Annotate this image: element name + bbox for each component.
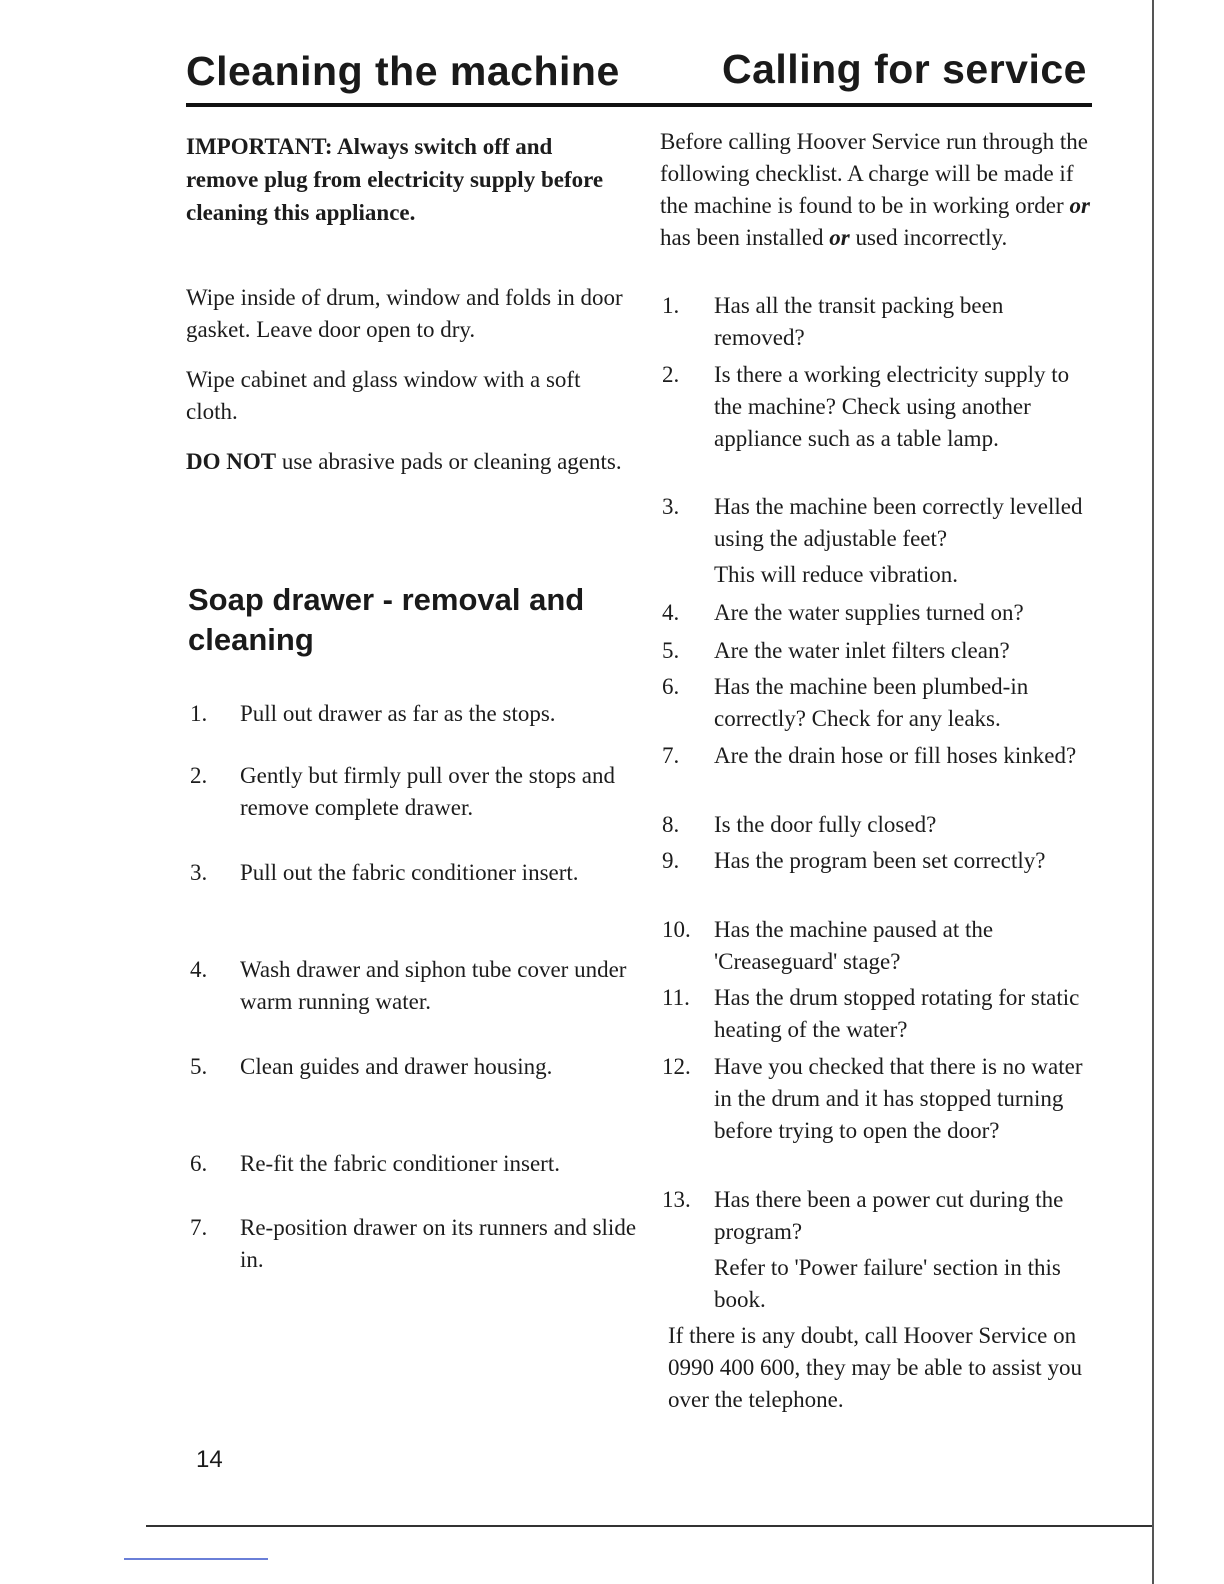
scan-edge-line [1152,0,1154,1584]
intro-or: or [1069,193,1090,218]
item-note: This will reduce vibration. [714,562,958,587]
item-number: 4. [662,600,680,625]
item-text [714,1184,1094,1316]
item-number: 6. [662,674,680,699]
item-text: Are the water inlet filters clean? [714,638,1010,663]
item-text: Has the program been set correctly? [714,848,1046,873]
service-intro [660,126,1090,254]
step-text: Pull out the fabric conditioner insert. [240,860,579,885]
intro-text: Before calling Hoover Service run through the following checklist. A charge will be made if the machine is found to be in working order [660,129,1088,218]
scan-mark [124,1558,268,1560]
item-number: 10. [662,917,691,942]
step-number: 4. [190,957,208,982]
intro-or: or [829,225,850,250]
item-text: Is there a working electricity supply to the machine? Check using another appliance such as a table lamp. [714,362,1070,451]
item-number: 11. [662,985,690,1010]
item-note: Refer to 'Power failure' section in this book. [714,1255,1061,1312]
soap-drawer-heading: Soap drawer - removal and cleaning [188,582,585,657]
wipe-drum-paragraph: Wipe inside of drum, window and folds in door gasket. Leave door open to dry. [186,285,623,342]
cleaning-title: Cleaning the machine [186,48,620,94]
step-number: 6. [190,1151,208,1176]
step-number: 1. [190,701,208,726]
item-text: Has the machine been plumbed-in correctly? Check for any leaks. [714,674,1029,731]
step-number: 3. [190,860,208,885]
step-text: Gently but firmly pull over the stops and remove complete drawer. [240,763,615,820]
item-text: Have you checked that there is no water in the drum and it has stopped turning before trying to open the door? [714,1054,1083,1143]
step-text: Re-fit the fabric conditioner insert. [240,1151,560,1176]
step-text: Pull out drawer as far as the stops. [240,701,556,726]
footer-rule [146,1525,1152,1527]
step-text: Re-position drawer on its runners and slide in. [240,1215,637,1272]
step-number: 7. [190,1215,208,1240]
item-question: Has there been a power cut during the program? [714,1187,1064,1244]
important-warning: IMPORTANT: Always switch off and remove plug from electricity supply before cleaning this appliance. [186,134,604,225]
intro-text: used incorrectly. [849,225,1008,250]
step-number: 2. [190,763,208,788]
item-number: 5. [662,638,680,663]
item-number: 7. [662,743,680,768]
step-number: 5. [190,1054,208,1079]
item-text: Has the machine paused at the 'Creaseguard' stage? [714,917,994,974]
service-title: Calling for service [722,46,1087,92]
step-text: Clean guides and drawer housing. [240,1054,553,1079]
step-text: Wash drawer and siphon tube cover under warm running water. [240,957,627,1014]
item-text: Are the water supplies turned on? [714,600,1024,625]
item-number: 13. [662,1187,691,1212]
item-text: Are the drain hose or fill hoses kinked? [714,743,1077,768]
item-number: 1. [662,293,680,318]
item-text [714,491,1094,591]
wipe-cabinet-paragraph: Wipe cabinet and glass window with a soft cloth. [186,367,581,424]
item-number: 12. [662,1054,691,1079]
header-rule [186,103,1092,107]
page-number: 14 [196,1446,223,1473]
intro-text: has been installed [660,225,830,250]
item-text: Is the door fully closed? [714,812,937,837]
item-number: 8. [662,812,680,837]
do-not-label: DO NOT [186,449,277,474]
item-number: 3. [662,494,680,519]
item-text: Has all the transit packing been removed? [714,293,1004,350]
do-not-text: use abrasive pads or cleaning agents. [276,449,622,474]
item-text: Has the drum stopped rotating for static heating of the water? [714,985,1080,1042]
item-number: 9. [662,848,680,873]
item-question: Has the machine been correctly levelled using the adjustable feet? [714,494,1083,551]
do-not-paragraph [186,446,626,478]
closing-paragraph: If there is any doubt, call Hoover Service on 0990 400 600, they may be able to assist you over the telephone. [668,1323,1082,1412]
item-number: 2. [662,362,680,387]
